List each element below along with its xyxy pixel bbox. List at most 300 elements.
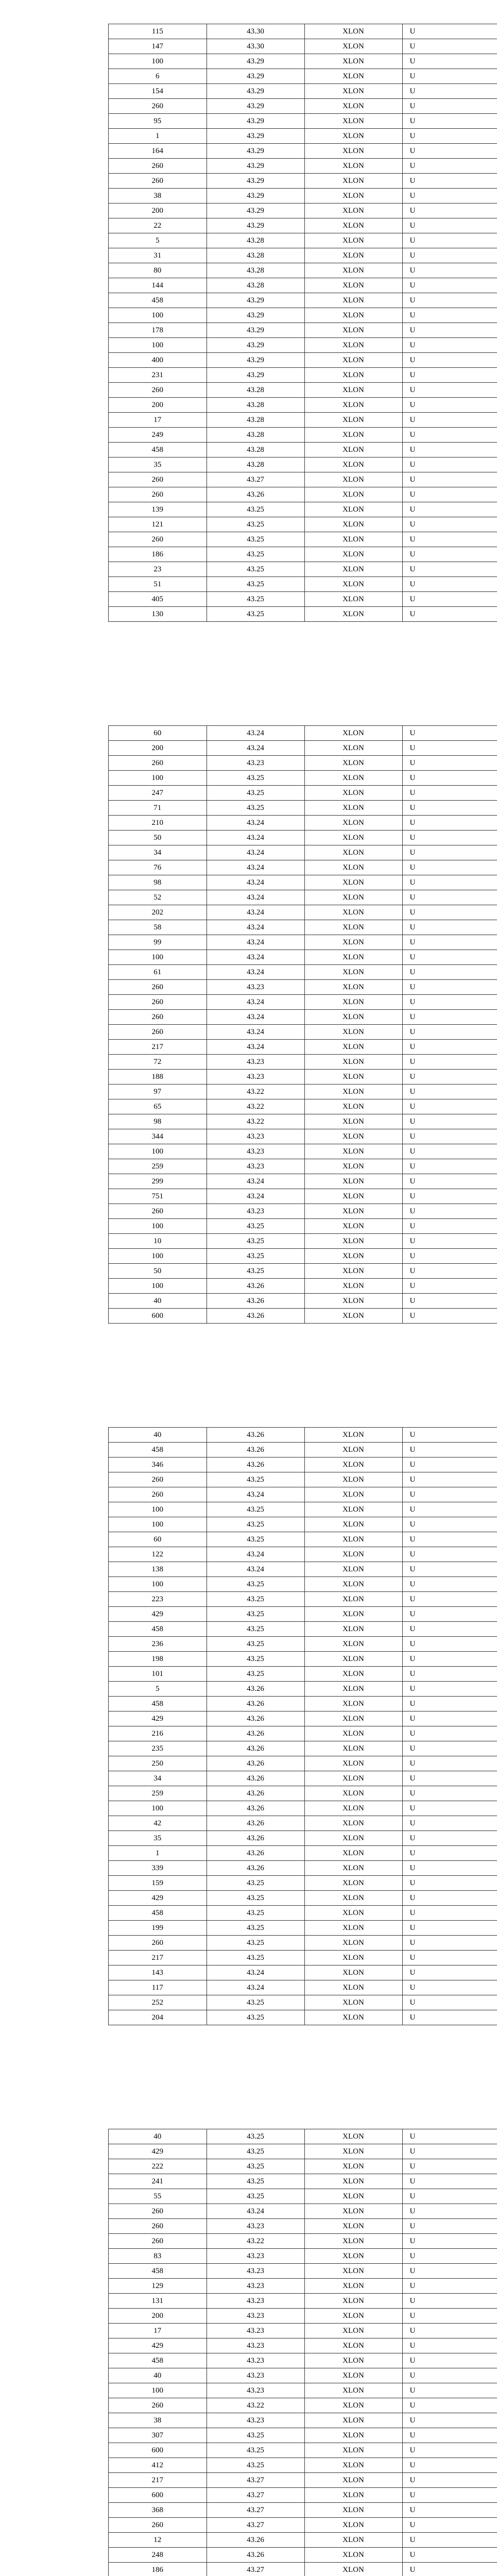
venue-cell: XLON [304,2204,402,2219]
price-cell: 43.24 [207,905,304,920]
table-row [109,2413,497,2428]
price-cell: 43.23 [207,1129,304,1144]
table-row [109,2458,497,2473]
venue-cell: XLON [304,1487,402,1502]
table-row [109,2338,497,2353]
currency-cell: U [402,114,497,129]
venue-cell: XLON [304,2249,402,2264]
currency-cell: U [402,99,497,114]
table-row [109,1726,497,1741]
price-cell: 43.25 [207,1592,304,1607]
venue-cell: XLON [304,2548,402,2563]
trade-table [109,24,497,622]
price-cell: 43.29 [207,353,304,368]
price-cell: 43.24 [207,890,304,905]
price-cell: 43.24 [207,1040,304,1055]
currency-cell: U [402,1607,497,1622]
volume-cell: 35 [109,1831,207,1846]
table-row [109,1502,497,1517]
price-cell: 43.23 [207,2353,304,2368]
currency-cell: U [402,1771,497,1786]
table-row [109,1487,497,1502]
volume-cell: 260 [109,995,207,1010]
venue-cell: XLON [304,413,402,428]
venue-cell: XLON [304,1010,402,1025]
volume-cell: 115 [109,24,207,39]
trade-table [109,726,497,1324]
venue-cell: XLON [304,532,402,547]
table-row [109,2324,497,2338]
volume-cell: 100 [109,308,207,323]
venue-cell: XLON [304,1428,402,1443]
price-cell: 43.23 [207,980,304,995]
venue-cell: XLON [304,1099,402,1114]
price-cell: 43.23 [207,1055,304,1070]
price-cell: 43.26 [207,1726,304,1741]
currency-cell: U [402,2189,497,2204]
venue-cell: XLON [304,547,402,562]
table-row [109,1309,497,1324]
volume-cell: 458 [109,1622,207,1637]
price-cell: 43.24 [207,831,304,845]
volume-cell: 199 [109,1921,207,1936]
currency-cell: U [402,1428,497,1443]
volume-cell: 76 [109,860,207,875]
price-cell: 43.23 [207,2249,304,2264]
currency-cell: U [402,517,497,532]
table-row [109,607,497,622]
venue-cell: XLON [304,263,402,278]
currency-cell: U [402,2548,497,2563]
currency-cell: U [402,353,497,368]
volume-cell: 260 [109,1936,207,1951]
volume-cell: 600 [109,2443,207,2458]
price-cell: 43.29 [207,293,304,308]
price-cell: 43.25 [207,1249,304,1264]
table-row [109,233,497,248]
table-row [109,2533,497,2548]
venue-cell: XLON [304,1936,402,1951]
currency-cell: U [402,1846,497,1861]
price-cell: 43.24 [207,875,304,890]
venue-cell: XLON [304,383,402,398]
currency-cell: U [402,1189,497,1204]
price-cell: 43.28 [207,383,304,398]
volume-cell: 22 [109,218,207,233]
table-row [109,428,497,443]
currency-cell: U [402,2279,497,2294]
table-row [109,472,497,487]
volume-cell: 72 [109,1055,207,1070]
table-row [109,1249,497,1264]
volume-cell: 40 [109,1428,207,1443]
table-row [109,2443,497,2458]
price-cell: 43.28 [207,443,304,457]
venue-cell: XLON [304,1025,402,1040]
table-row [109,1697,497,1711]
volume-cell: 95 [109,114,207,129]
venue-cell: XLON [304,2189,402,2204]
table-row [109,1831,497,1846]
venue-cell: XLON [304,2488,402,2503]
currency-cell: U [402,1562,497,1577]
volume-cell: 38 [109,189,207,204]
currency-cell: U [402,577,497,592]
table-row [109,189,497,204]
price-cell: 43.25 [207,1995,304,2010]
venue-cell: XLON [304,860,402,875]
volume-cell: 129 [109,2279,207,2294]
currency-cell: U [402,174,497,189]
price-cell: 43.25 [207,547,304,562]
price-cell: 43.27 [207,2503,304,2518]
currency-cell: U [402,2443,497,2458]
venue-cell: XLON [304,1592,402,1607]
volume-cell: 52 [109,890,207,905]
volume-cell: 40 [109,2368,207,2383]
price-cell: 43.26 [207,1786,304,1801]
table-row [109,2174,497,2189]
currency-cell: U [402,413,497,428]
trade-table-block-2 [108,725,497,1324]
table-row [109,1861,497,1876]
venue-cell: XLON [304,1995,402,2010]
table-row [109,980,497,995]
volume-cell: 12 [109,2533,207,2548]
volume-cell: 100 [109,54,207,69]
table-row [109,890,497,905]
volume-cell: 100 [109,1279,207,1294]
currency-cell: U [402,233,497,248]
price-cell: 43.24 [207,741,304,756]
price-cell: 43.25 [207,1891,304,1906]
venue-cell: XLON [304,1846,402,1861]
trade-table [109,2129,497,2576]
table-row [109,1010,497,1025]
table-row [109,1637,497,1652]
venue-cell: XLON [304,980,402,995]
volume-cell: 260 [109,1204,207,1219]
volume-cell: 231 [109,368,207,383]
price-cell: 43.29 [207,84,304,99]
table-row [109,398,497,413]
venue-cell: XLON [304,308,402,323]
volume-cell: 131 [109,2294,207,2309]
volume-cell: 198 [109,1652,207,1667]
volume-cell: 217 [109,2473,207,2488]
venue-cell: XLON [304,1502,402,1517]
table-row [109,144,497,159]
table-row [109,263,497,278]
volume-cell: 751 [109,1189,207,1204]
price-cell: 43.23 [207,2368,304,2383]
volume-cell: 164 [109,144,207,159]
venue-cell: XLON [304,2129,402,2144]
price-cell: 43.24 [207,845,304,860]
table-row [109,950,497,965]
table-row [109,532,497,547]
price-cell: 43.24 [207,726,304,741]
venue-cell: XLON [304,1861,402,1876]
currency-cell: U [402,1756,497,1771]
price-cell: 43.23 [207,2294,304,2309]
table-row [109,39,497,54]
venue-cell: XLON [304,487,402,502]
currency-cell: U [402,2129,497,2144]
table-row [109,1025,497,1040]
venue-cell: XLON [304,1547,402,1562]
venue-cell: XLON [304,2443,402,2458]
venue-cell: XLON [304,428,402,443]
venue-cell: XLON [304,2413,402,2428]
table-row [109,174,497,189]
volume-cell: 260 [109,2204,207,2219]
venue-cell: XLON [304,756,402,771]
price-cell: 43.25 [207,1876,304,1891]
table-row [109,1577,497,1592]
price-cell: 43.29 [207,323,304,338]
currency-cell: U [402,1816,497,1831]
price-cell: 43.26 [207,1309,304,1324]
volume-cell: 65 [109,1099,207,1114]
currency-cell: U [402,860,497,875]
volume-cell: 458 [109,1697,207,1711]
venue-cell: XLON [304,1204,402,1219]
currency-cell: U [402,323,497,338]
currency-cell: U [402,1995,497,2010]
currency-cell: U [402,1144,497,1159]
venue-cell: XLON [304,1040,402,1055]
volume-cell: 138 [109,1562,207,1577]
price-cell: 43.26 [207,1682,304,1697]
price-cell: 43.27 [207,2488,304,2503]
volume-cell: 429 [109,1711,207,1726]
table-row [109,1159,497,1174]
table-row [109,1040,497,1055]
table-row [109,577,497,592]
volume-cell: 100 [109,950,207,965]
table-row [109,801,497,816]
price-cell: 43.27 [207,2473,304,2488]
volume-cell: 236 [109,1637,207,1652]
venue-cell: XLON [304,1443,402,1458]
price-cell: 43.25 [207,532,304,547]
price-cell: 43.25 [207,2443,304,2458]
table-row [109,860,497,875]
table-row [109,1294,497,1309]
currency-cell: U [402,144,497,159]
table-row [109,1472,497,1487]
currency-cell: U [402,218,497,233]
table-row [109,2144,497,2159]
currency-cell: U [402,1726,497,1741]
currency-cell: U [402,1264,497,1279]
price-cell: 43.26 [207,1801,304,1816]
currency-cell: U [402,129,497,144]
table-row [109,2234,497,2249]
price-cell: 43.29 [207,69,304,84]
volume-cell: 429 [109,1607,207,1622]
volume-cell: 260 [109,1025,207,1040]
table-row [109,129,497,144]
currency-cell: U [402,562,497,577]
table-row [109,1264,497,1279]
volume-cell: 100 [109,2383,207,2398]
price-cell: 43.24 [207,816,304,831]
table-row [109,592,497,607]
price-cell: 43.25 [207,1219,304,1234]
volume-cell: 223 [109,1592,207,1607]
volume-cell: 188 [109,1070,207,1084]
volume-cell: 1 [109,1846,207,1861]
venue-cell: XLON [304,1980,402,1995]
volume-cell: 307 [109,2428,207,2443]
volume-cell: 241 [109,2174,207,2189]
price-cell: 43.25 [207,2144,304,2159]
table-row [109,443,497,457]
venue-cell: XLON [304,1682,402,1697]
table-row [109,457,497,472]
currency-cell: U [402,816,497,831]
currency-cell: U [402,1309,497,1324]
volume-cell: 60 [109,1532,207,1547]
table-row [109,2383,497,2398]
table-row [109,353,497,368]
volume-cell: 100 [109,1517,207,1532]
currency-cell: U [402,771,497,786]
price-cell: 43.26 [207,1458,304,1472]
table-row [109,338,497,353]
volume-cell: 222 [109,2159,207,2174]
volume-cell: 235 [109,1741,207,1756]
volume-cell: 458 [109,293,207,308]
currency-cell: U [402,1801,497,1816]
currency-cell: U [402,368,497,383]
currency-cell: U [402,995,497,1010]
volume-cell: 200 [109,2309,207,2324]
volume-cell: 80 [109,263,207,278]
currency-cell: U [402,547,497,562]
price-cell: 43.25 [207,2458,304,2473]
venue-cell: XLON [304,69,402,84]
price-cell: 43.25 [207,1577,304,1592]
volume-cell: 260 [109,2234,207,2249]
price-cell: 43.29 [207,368,304,383]
table-row [109,1906,497,1921]
price-cell: 43.26 [207,1756,304,1771]
currency-cell: U [402,2204,497,2219]
currency-cell: U [402,443,497,457]
volume-cell: 260 [109,159,207,174]
table-row [109,756,497,771]
volume-cell: 51 [109,577,207,592]
table-row [109,2189,497,2204]
table-row [109,726,497,741]
table-row [109,487,497,502]
table-row [109,293,497,308]
currency-cell: U [402,472,497,487]
volume-cell: 178 [109,323,207,338]
price-cell: 43.25 [207,2174,304,2189]
currency-cell: U [402,1697,497,1711]
currency-cell: U [402,1667,497,1682]
venue-cell: XLON [304,890,402,905]
table-row [109,547,497,562]
price-cell: 43.25 [207,1652,304,1667]
price-cell: 43.25 [207,1517,304,1532]
table-row [109,1876,497,1891]
price-cell: 43.25 [207,1936,304,1951]
venue-cell: XLON [304,174,402,189]
currency-cell: U [402,457,497,472]
venue-cell: XLON [304,2338,402,2353]
currency-cell: U [402,1070,497,1084]
venue-cell: XLON [304,771,402,786]
currency-cell: U [402,338,497,353]
currency-cell: U [402,2398,497,2413]
table-row [109,2264,497,2279]
table-row [109,368,497,383]
currency-cell: U [402,2563,497,2576]
price-cell: 43.25 [207,1906,304,1921]
table-row [109,1667,497,1682]
volume-cell: 55 [109,2189,207,2204]
venue-cell: XLON [304,1906,402,1921]
price-cell: 43.25 [207,1472,304,1487]
price-cell: 43.26 [207,1846,304,1861]
volume-cell: 144 [109,278,207,293]
table-row [109,1219,497,1234]
currency-cell: U [402,1219,497,1234]
table-row [109,69,497,84]
currency-cell: U [402,1906,497,1921]
price-cell: 43.23 [207,756,304,771]
price-cell: 43.24 [207,1174,304,1189]
price-cell: 43.25 [207,771,304,786]
table-row [109,413,497,428]
table-row [109,771,497,786]
price-cell: 43.28 [207,278,304,293]
volume-cell: 600 [109,1309,207,1324]
price-cell: 43.29 [207,218,304,233]
venue-cell: XLON [304,801,402,816]
venue-cell: XLON [304,875,402,890]
volume-cell: 200 [109,204,207,218]
price-cell: 43.26 [207,1711,304,1726]
volume-cell: 5 [109,1682,207,1697]
table-row [109,2473,497,2488]
volume-cell: 154 [109,84,207,99]
volume-cell: 200 [109,741,207,756]
volume-cell: 260 [109,2518,207,2533]
currency-cell: U [402,398,497,413]
price-cell: 43.25 [207,2189,304,2204]
currency-cell: U [402,2383,497,2398]
currency-cell: U [402,1025,497,1040]
venue-cell: XLON [304,398,402,413]
price-cell: 43.24 [207,1189,304,1204]
price-cell: 43.25 [207,1951,304,1965]
currency-cell: U [402,890,497,905]
table-row [109,502,497,517]
price-cell: 43.26 [207,1697,304,1711]
currency-cell: U [402,2368,497,2383]
currency-cell: U [402,920,497,935]
currency-cell: U [402,1861,497,1876]
venue-cell: XLON [304,2010,402,2025]
table-row [109,1936,497,1951]
venue-cell: XLON [304,995,402,1010]
